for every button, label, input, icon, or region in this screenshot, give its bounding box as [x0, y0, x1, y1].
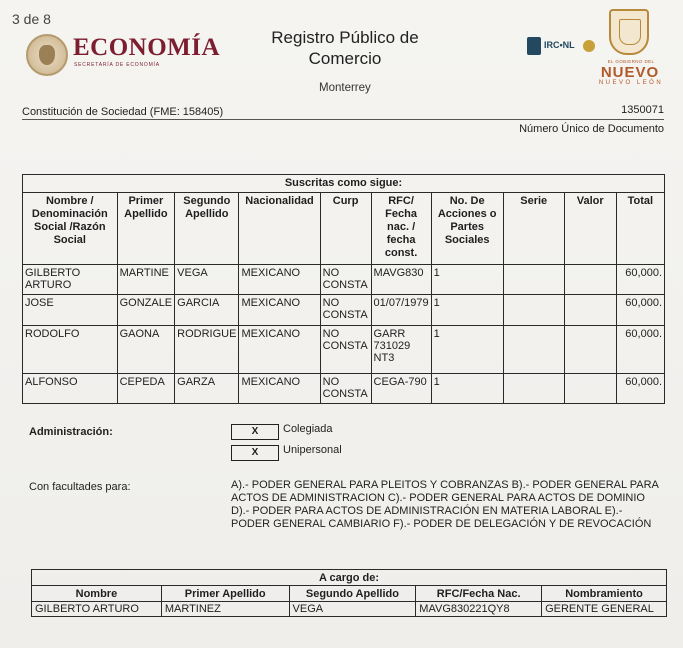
- cargo-cell-segundo-apellido: VEGA: [289, 602, 416, 617]
- nuevo-leon-shield-icon: [609, 9, 649, 55]
- col-header-primer-apellido: Primer Apellido: [117, 193, 175, 265]
- cell-primer-apellido: CEPEDA: [117, 374, 175, 404]
- cell-nacionalidad: MEXICANO: [239, 265, 320, 295]
- cell-valor: [564, 265, 616, 295]
- irc-nl-logo: [527, 37, 597, 57]
- eagle-seal-icon: [26, 34, 68, 76]
- cell-rfc: GARR 731029 NT3: [371, 326, 431, 374]
- cell-nombre: RODOLFO: [23, 326, 118, 374]
- cargo-header-nombramiento: Nombramiento: [542, 586, 667, 602]
- cell-acciones: 1: [431, 295, 503, 326]
- col-header-valor: Valor: [564, 193, 616, 265]
- table-row: [32, 602, 667, 617]
- unipersonal-checkbox[interactable]: X: [231, 445, 279, 461]
- table-row: [23, 326, 665, 374]
- cell-nacionalidad: MEXICANO: [239, 295, 320, 326]
- cargo-table: [31, 569, 667, 617]
- cell-segundo-apellido: GARZA: [175, 374, 239, 404]
- table-row: [23, 265, 665, 295]
- cell-total: 60,000.: [616, 326, 664, 374]
- cell-acciones: 1: [431, 326, 503, 374]
- cell-curp: NO CONSTA: [320, 374, 371, 404]
- registry-title-line2: Comercio: [308, 49, 382, 68]
- cell-nacionalidad: MEXICANO: [239, 374, 320, 404]
- economia-logo-name: ECONOMÍA: [73, 34, 221, 61]
- administracion-label: Administración:: [29, 426, 113, 438]
- cell-nombre: JOSE: [23, 295, 118, 326]
- col-header-acciones: No. De Acciones o Partes Sociales: [431, 193, 503, 265]
- cell-serie: [503, 326, 564, 374]
- cell-rfc: CEGA-790: [371, 374, 431, 404]
- cell-valor: [564, 326, 616, 374]
- unipersonal-label: Unipersonal: [283, 444, 342, 456]
- page-counter: 3 de 8: [12, 11, 51, 27]
- cell-curp: NO CONSTA: [320, 295, 371, 326]
- cell-primer-apellido: GAONA: [117, 326, 175, 374]
- cell-nacionalidad: MEXICANO: [239, 326, 320, 374]
- cargo-cell-primer-apellido: MARTINEZ: [161, 602, 289, 617]
- cargo-cell-rfc: MAVG830221QY8: [416, 602, 542, 617]
- cell-valor: [564, 295, 616, 326]
- col-header-rfc: RFC/ Fecha nac. / fecha const.: [371, 193, 431, 265]
- cell-segundo-apellido: VEGA: [175, 265, 239, 295]
- cell-primer-apellido: MARTINE: [117, 265, 175, 295]
- cell-acciones: 1: [431, 265, 503, 295]
- cell-valor: [564, 374, 616, 404]
- cell-curp: NO CONSTA: [320, 265, 371, 295]
- cell-segundo-apellido: RODRIGUE: [175, 326, 239, 374]
- cell-nombre: ALFONSO: [23, 374, 118, 404]
- cell-serie: [503, 265, 564, 295]
- col-header-curp: Curp: [320, 193, 371, 265]
- irc-dot-icon: [583, 40, 595, 52]
- col-header-nombre: Nombre / Denominación Social /Razón Social: [23, 193, 118, 265]
- col-header-nacionalidad: Nacionalidad: [239, 193, 320, 265]
- cell-rfc: MAVG830: [371, 265, 431, 295]
- colegiada-label: Colegiada: [283, 423, 333, 435]
- cargo-cell-nombramiento: GERENTE GENERAL: [542, 602, 667, 617]
- table-row: [23, 295, 665, 326]
- cargo-header-rfc: RFC/Fecha Nac.: [416, 586, 542, 602]
- registry-title: [250, 27, 440, 69]
- economia-logo-sub: SECRETARÍA DE ECONOMÍA: [74, 62, 160, 68]
- irc-badge-icon: [527, 37, 541, 55]
- cell-serie: [503, 374, 564, 404]
- col-header-total: Total: [616, 193, 664, 265]
- shareholders-table: [22, 174, 665, 404]
- cell-curp: NO CONSTA: [320, 326, 371, 374]
- col-header-segundo-apellido: Segundo Apellido: [175, 193, 239, 265]
- cargo-header-segundo-apellido: Segundo Apellido: [289, 586, 416, 602]
- cell-primer-apellido: GONZALE: [117, 295, 175, 326]
- irc-logo-text: IRC•NL: [544, 40, 575, 50]
- economia-logo: [26, 34, 226, 76]
- constitucion-line: Constitución de Sociedad (FME: 158405): [22, 106, 224, 118]
- registry-title-line1: Registro Público de: [271, 28, 419, 47]
- cell-total: 60,000.: [616, 374, 664, 404]
- document-number: 1350071: [621, 104, 664, 116]
- facultades-label: Con facultades para:: [29, 481, 131, 493]
- colegiada-checkbox[interactable]: X: [231, 424, 279, 440]
- cell-serie: [503, 295, 564, 326]
- table-row: [23, 374, 665, 404]
- city: Monterrey: [319, 82, 371, 94]
- nl-gob-text: EL GOBIERNO DEL: [607, 59, 655, 64]
- cell-rfc: 01/07/1979: [371, 295, 431, 326]
- cell-total: 60,000.: [616, 265, 664, 295]
- cell-segundo-apellido: GARCIA: [175, 295, 239, 326]
- col-header-serie: Serie: [503, 193, 564, 265]
- cargo-caption: A cargo de:: [32, 570, 667, 586]
- facultades-text: A).- PODER GENERAL PARA PLEITOS Y COBRANZAS B).- PODER GENERAL PARA ACTOS DE ADMINISTRACION C).- PODER GENERAL PARA ACTOS DE DOMINIO D).- PODER PARA ACTOS DE ADMINISTRACIÓN EN MATERIA LABORAL E).- PODER GENERAL CAMBIARIO F).- PODER DE DELEGACIÓN Y DE REVOCACIÓN: [231, 479, 659, 530]
- cargo-cell-nombre: GILBERTO ARTURO: [32, 602, 162, 617]
- nl-nuevo-text: NUEVO: [600, 64, 660, 81]
- cell-nombre: GILBERTO ARTURO: [23, 265, 118, 295]
- cell-acciones: 1: [431, 374, 503, 404]
- cargo-header-primer-apellido: Primer Apellido: [161, 586, 289, 602]
- document-number-label: Número Único de Documento: [519, 123, 664, 135]
- header-divider: [22, 119, 664, 120]
- shareholders-caption: Suscritas como sigue:: [23, 175, 665, 193]
- nl-leon-text: NUEVO LEÓN: [598, 80, 664, 86]
- cargo-header-nombre: Nombre: [32, 586, 162, 602]
- cell-total: 60,000.: [616, 295, 664, 326]
